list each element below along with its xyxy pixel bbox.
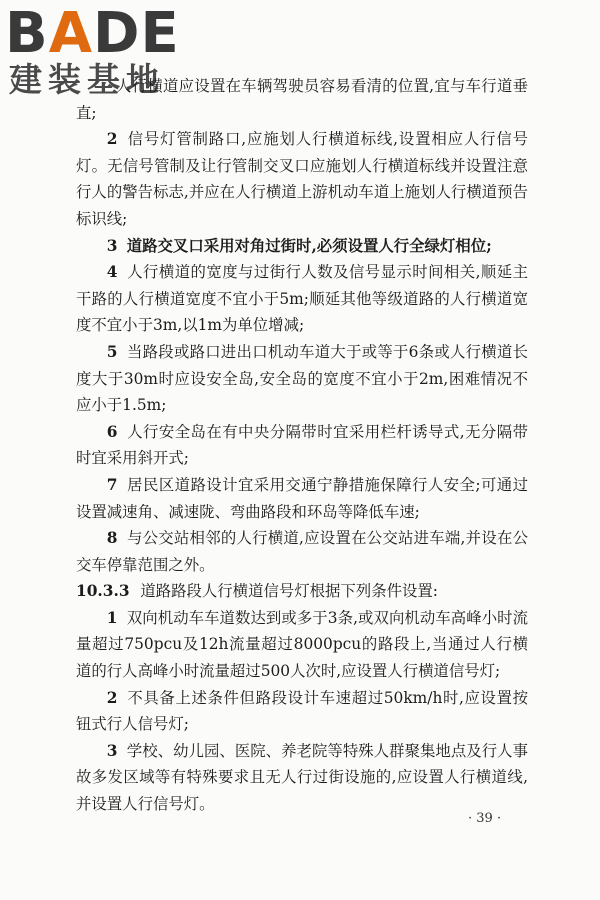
item-text: 双向机动车车道数达到或多于3条,或双向机动车高峰小时流量超过750pcu及12h流量超过8000pcu的路段上,当通过人行横道的行人高峰小时流量超过500人次时,应设置人行横道信号灯; — [76, 608, 528, 681]
logo-letter-e: E — [140, 1, 180, 66]
item-text: 当路段或路口进出口机动车道大于或等于6条或人行横道长度大于30m时应设安全岛,安全岛的宽度不宜小于2m,困难情况不应小于1.5m; — [76, 342, 528, 415]
item-number: 6 — [106, 422, 118, 441]
list-item — [76, 472, 528, 525]
logo-subtitle: 建装基地 — [9, 60, 165, 99]
item-number: 5 — [106, 342, 118, 361]
logo-letters — [5, 1, 180, 66]
item-text: 人行横道应设置在车辆驾驶员容易看清的位置,宜与车行道垂直; — [76, 77, 528, 122]
item-text: 人行安全岛在有中央分隔带时宜采用栏杆诱导式,无分隔带时宜采用斜开式; — [76, 422, 528, 468]
item-number: 3 — [106, 236, 118, 255]
logo-letter-a: A — [48, 1, 94, 66]
list-item — [76, 738, 528, 818]
item-number: 1 — [106, 608, 118, 627]
item-text: 与公交站相邻的人行横道,应设置在公交站进车端,并设在公交车停靠范围之外。 — [76, 529, 528, 574]
item-number: 2 — [106, 688, 118, 707]
list-item — [76, 126, 528, 232]
item-text: 居民区道路设计宜采用交通宁静措施保障行人安全;可通过设置减速角、减速陇、弯曲路段和环岛等降低车速; — [76, 475, 528, 521]
logo-letter-b: B — [5, 1, 49, 66]
list-item — [76, 419, 528, 472]
item-number: 2 — [106, 130, 118, 149]
list-item — [76, 605, 528, 685]
page-content — [76, 73, 528, 818]
item-number: 7 — [106, 475, 118, 494]
page-number: · 39 · — [468, 811, 502, 826]
list-item — [76, 259, 528, 339]
section-text: 道路路段人行横道信号灯根据下列条件设置: — [140, 582, 438, 601]
logo-letter-d: D — [93, 1, 141, 66]
list-item — [76, 73, 528, 126]
item-number: 4 — [106, 263, 118, 282]
section-number: 10.3.3 — [76, 582, 130, 601]
item-text: 信号灯管制路口,应施划人行横道标线,设置相应人行信号灯。无信号管制及让行管制交叉口应施划人行横道标线并设置注意行人的警告标志,并应在人行横道上游机动车道上施划人行横道预告标识线; — [76, 130, 528, 228]
list-item — [76, 685, 528, 738]
item-text: 道路交叉口采用对角过街时,必须设置人行全绿灯相位; — [126, 236, 492, 255]
section-heading — [76, 578, 528, 605]
item-text: 不具备上述条件但路段设计车速超过50km/h时,应设置按钮式行人信号灯; — [76, 688, 528, 734]
list-item — [76, 339, 528, 419]
item-number: 8 — [106, 529, 118, 548]
item-text: 学校、幼儿园、医院、养老院等特殊人群聚集地点及行人事故多发区域等有特殊要求且无人行过街设施的,应设置人行横道线,并设置人行信号灯。 — [76, 741, 528, 814]
list-item — [76, 525, 528, 578]
item-text: 人行横道的宽度与过街行人数及信号显示时间相关,顺延主干路的人行横道宽度不宜小于5m;顺延其他等级道路的人行横道宽度不宜小于3m,以1m为单位增减; — [76, 263, 528, 335]
list-item — [76, 233, 528, 260]
item-number: 3 — [106, 741, 118, 760]
